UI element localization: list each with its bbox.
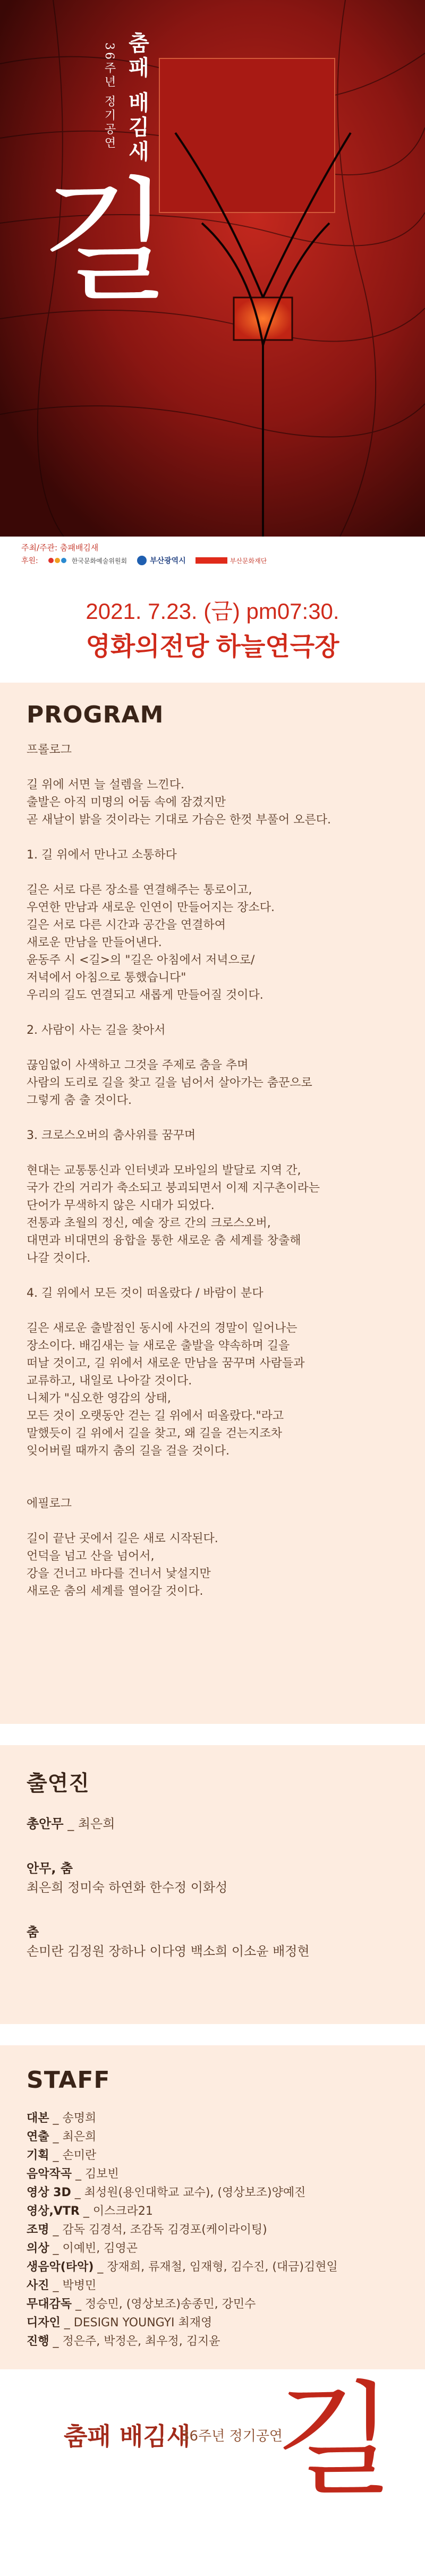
sponsor-busan-city-label: 부산광역시 bbox=[150, 557, 186, 565]
poster-image bbox=[0, 0, 425, 537]
sponsor-arko-label: 한국문화예술위원회 bbox=[71, 557, 128, 565]
sponsor-bcf-label: 부산문화재단 bbox=[230, 557, 267, 565]
cast-row bbox=[27, 1814, 409, 1833]
program-paragraph: 길은 새로운 출발점인 동시에 사건의 경말이 일어나는 장소이다. 배김새는 늘 새로운 출발을 약속하며 길을 떠날 것이고, 길 위에서 새로운 만남을 꿈꾸며 사람들과 교류하고, 내일로 나아갈 것이다. 니체가 "심오한 영감의 상태, 모든 것이 오랫동안 걷는 길 위에서 떠올랐다."라고 말했듯이 길 위에서 길을 찾고, 왜 길을 걷는지조차 잊어버릴 때까지 춤의 길을 걸을 것이다. bbox=[27, 1322, 305, 1458]
staff-list bbox=[27, 2109, 409, 2351]
poster-title: 길 bbox=[42, 164, 171, 319]
staff-role: 진행 bbox=[27, 2335, 49, 2348]
cast-row bbox=[27, 1859, 409, 1878]
staff-row bbox=[27, 2239, 409, 2258]
staff-names: _ 송명희 bbox=[53, 2112, 97, 2125]
cast-title: 출연진 bbox=[27, 1771, 90, 1796]
cast-role: 안무, 춤 bbox=[27, 1861, 73, 1876]
staff-role: 디자인 bbox=[27, 2316, 61, 2330]
cast-sep: _ bbox=[63, 1816, 78, 1831]
staff-row bbox=[27, 2128, 409, 2146]
staff-names: _ 최은희 bbox=[53, 2130, 97, 2144]
staff-role: 기획 bbox=[27, 2149, 49, 2162]
program-paragraph: 끊임없이 사색하고 그것을 주제로 춤을 추며 사람의 도리로 길을 찾고 길을 넘어서 살아가는 춤꾼으로 그렇게 춤 출 것이다. bbox=[27, 1059, 312, 1107]
staff-row bbox=[27, 2276, 409, 2295]
staff-row bbox=[27, 2221, 409, 2239]
footer-troupe-name: 춤패 배김새 bbox=[64, 2422, 191, 2451]
footer-anniversary: 36주년 정기공연 bbox=[181, 2428, 283, 2444]
poster-anniversary: 36주년 정기공연 bbox=[103, 42, 116, 150]
support-label: 후원: bbox=[21, 557, 38, 565]
staff-role: 조명 bbox=[27, 2223, 49, 2237]
program-paragraph: 프롤로그 bbox=[27, 743, 72, 756]
event-venue: 영화의전당 하늘연극장 bbox=[86, 633, 339, 661]
staff-role: 영상 3D bbox=[27, 2186, 71, 2199]
cast-names: 최은희 bbox=[78, 1816, 115, 1831]
staff-role: 의상 bbox=[27, 2242, 49, 2255]
cast-role: 총안무 bbox=[27, 1816, 64, 1831]
staff-names: _ 박병민 bbox=[53, 2279, 97, 2292]
program-heading: 에필로그 bbox=[27, 1497, 72, 1510]
poster-troupe-name: 춤패 배김새 bbox=[125, 32, 150, 165]
staff-row bbox=[27, 2109, 409, 2128]
cast-row bbox=[27, 1923, 409, 1942]
footer-logo bbox=[0, 2369, 425, 2576]
staff-role: 생음악(타악) bbox=[27, 2260, 94, 2274]
staff-names: _ 이스크라21 bbox=[83, 2205, 153, 2218]
staff-names: _ 장재희, 류재철, 임재형, 김수진, (대금)김현일 bbox=[97, 2260, 338, 2274]
program-heading: 2. 사람이 사는 길을 찾아서 bbox=[27, 1024, 166, 1037]
sponsor-logos bbox=[21, 555, 267, 566]
staff-row bbox=[27, 2258, 409, 2276]
staff-row bbox=[27, 2146, 409, 2165]
staff-row bbox=[27, 2295, 409, 2314]
staff-names: _ 손미란 bbox=[53, 2149, 97, 2162]
program-text bbox=[27, 741, 409, 1600]
cast-list bbox=[27, 1814, 409, 1961]
busan-city-logo-icon bbox=[137, 555, 147, 566]
arko-logo-icon bbox=[48, 556, 69, 565]
staff-row bbox=[27, 2202, 409, 2221]
staff-row bbox=[27, 2332, 409, 2351]
staff-names: _ 정승민, (영상보조)송종민, 강민수 bbox=[75, 2298, 256, 2311]
program-paragraph: 길 위에 서면 늘 설렘을 느낀다. 출발은 아직 미명의 어둠 속에 잠겼지만 곧 새날이 밝을 것이라는 기대로 가슴은 한껏 부풀어 오른다. bbox=[27, 778, 331, 827]
cast-role: 춤 bbox=[27, 1925, 39, 1940]
program-title: PROGRAM bbox=[27, 701, 164, 728]
organizer-text: 주최/주관: 춤패배김새 bbox=[21, 543, 99, 552]
event-date: 2021. 7.23. (금) pm07:30. bbox=[86, 599, 339, 624]
sponsor-arko bbox=[48, 556, 127, 565]
program-paragraph: 길이 끝난 곳에서 길은 새로 시작된다. 언덕을 넘고 산을 넘어서, 강을 건너고 바다를 건너서 낯설지만 새로운 춤의 세계를 열어갈 것이다. bbox=[27, 1532, 218, 1598]
staff-names: _ 감독 김경석, 조감독 김경포(케이라이팅) bbox=[53, 2223, 267, 2237]
staff-row bbox=[27, 2314, 409, 2332]
staff-role: 무대감독 bbox=[27, 2298, 72, 2311]
sponsor-bcf bbox=[196, 556, 267, 565]
staff-names: _ 정은주, 박정은, 최우정, 김지윤 bbox=[53, 2335, 220, 2348]
staff-row bbox=[27, 2183, 409, 2202]
staff-names: _ 이예빈, 김영곤 bbox=[53, 2242, 138, 2255]
sponsor-busan-city bbox=[137, 555, 186, 566]
staff-names: _ 최성원(용인대학교 교수), (영상보조)양예진 bbox=[74, 2186, 306, 2199]
cast-names: 손미란 김정원 장하나 이다영 백소희 이소윤 배정현 bbox=[27, 1944, 310, 1959]
staff-title: STAFF bbox=[27, 2067, 110, 2094]
program-paragraph: 현대는 교통통신과 인터넷과 모바일의 발달로 지역 간, 국가 간의 거리가 축소되고 붕괴되면서 이제 지구촌이라는 단어가 무색하지 않은 시대가 되었다. 전통과 초월의 정신, 예술 장르 간의 크로스오버, 대면과 비대면의 융합을 통한 새로운 춤 세계를 창출해 나갈 것이다. bbox=[27, 1164, 320, 1265]
cast-names: 최은희 정미숙 하연화 한수정 이화성 bbox=[27, 1880, 228, 1895]
staff-role: 음악작곡 bbox=[27, 2167, 72, 2181]
program-section bbox=[0, 683, 425, 1724]
staff-row bbox=[27, 2165, 409, 2183]
staff-role: 사진 bbox=[27, 2279, 49, 2292]
staff-names: _ 김보빈 bbox=[75, 2167, 119, 2181]
staff-section bbox=[0, 2045, 425, 2369]
footer-title: 길 bbox=[276, 2370, 395, 2512]
program-heading: 1. 길 위에서 만나고 소통하다 bbox=[27, 848, 177, 862]
staff-role: 연출 bbox=[27, 2130, 49, 2144]
bcf-logo-icon bbox=[196, 556, 227, 565]
program-heading: 3. 크로스오버의 춤사위를 꿈꾸며 bbox=[27, 1129, 196, 1142]
staff-names: _ DESIGN YOUNGYI 최재영 bbox=[64, 2316, 212, 2330]
staff-role: 대본 bbox=[27, 2112, 49, 2125]
program-paragraph: 길은 서로 다른 장소를 연결해주는 통로이고, 우연한 만남과 새로운 인연이 만들어지는 장소다. 길은 서로 다른 시간과 공간을 연결하여 새로운 만남을 만들어낸다. 윤동주 시 <길>의 "길은 아침에서 저녁으로/ 저녁에서 아침으로 통했습니다" 우리의 길도 연결되고 새롭게 만들어질 것이다. bbox=[27, 883, 275, 1002]
cast-section bbox=[0, 1745, 425, 2024]
staff-role: 영상,VTR bbox=[27, 2205, 80, 2218]
program-heading: 4. 길 위에서 모든 것이 떠올랐다 / 바람이 분다 bbox=[27, 1287, 264, 1300]
